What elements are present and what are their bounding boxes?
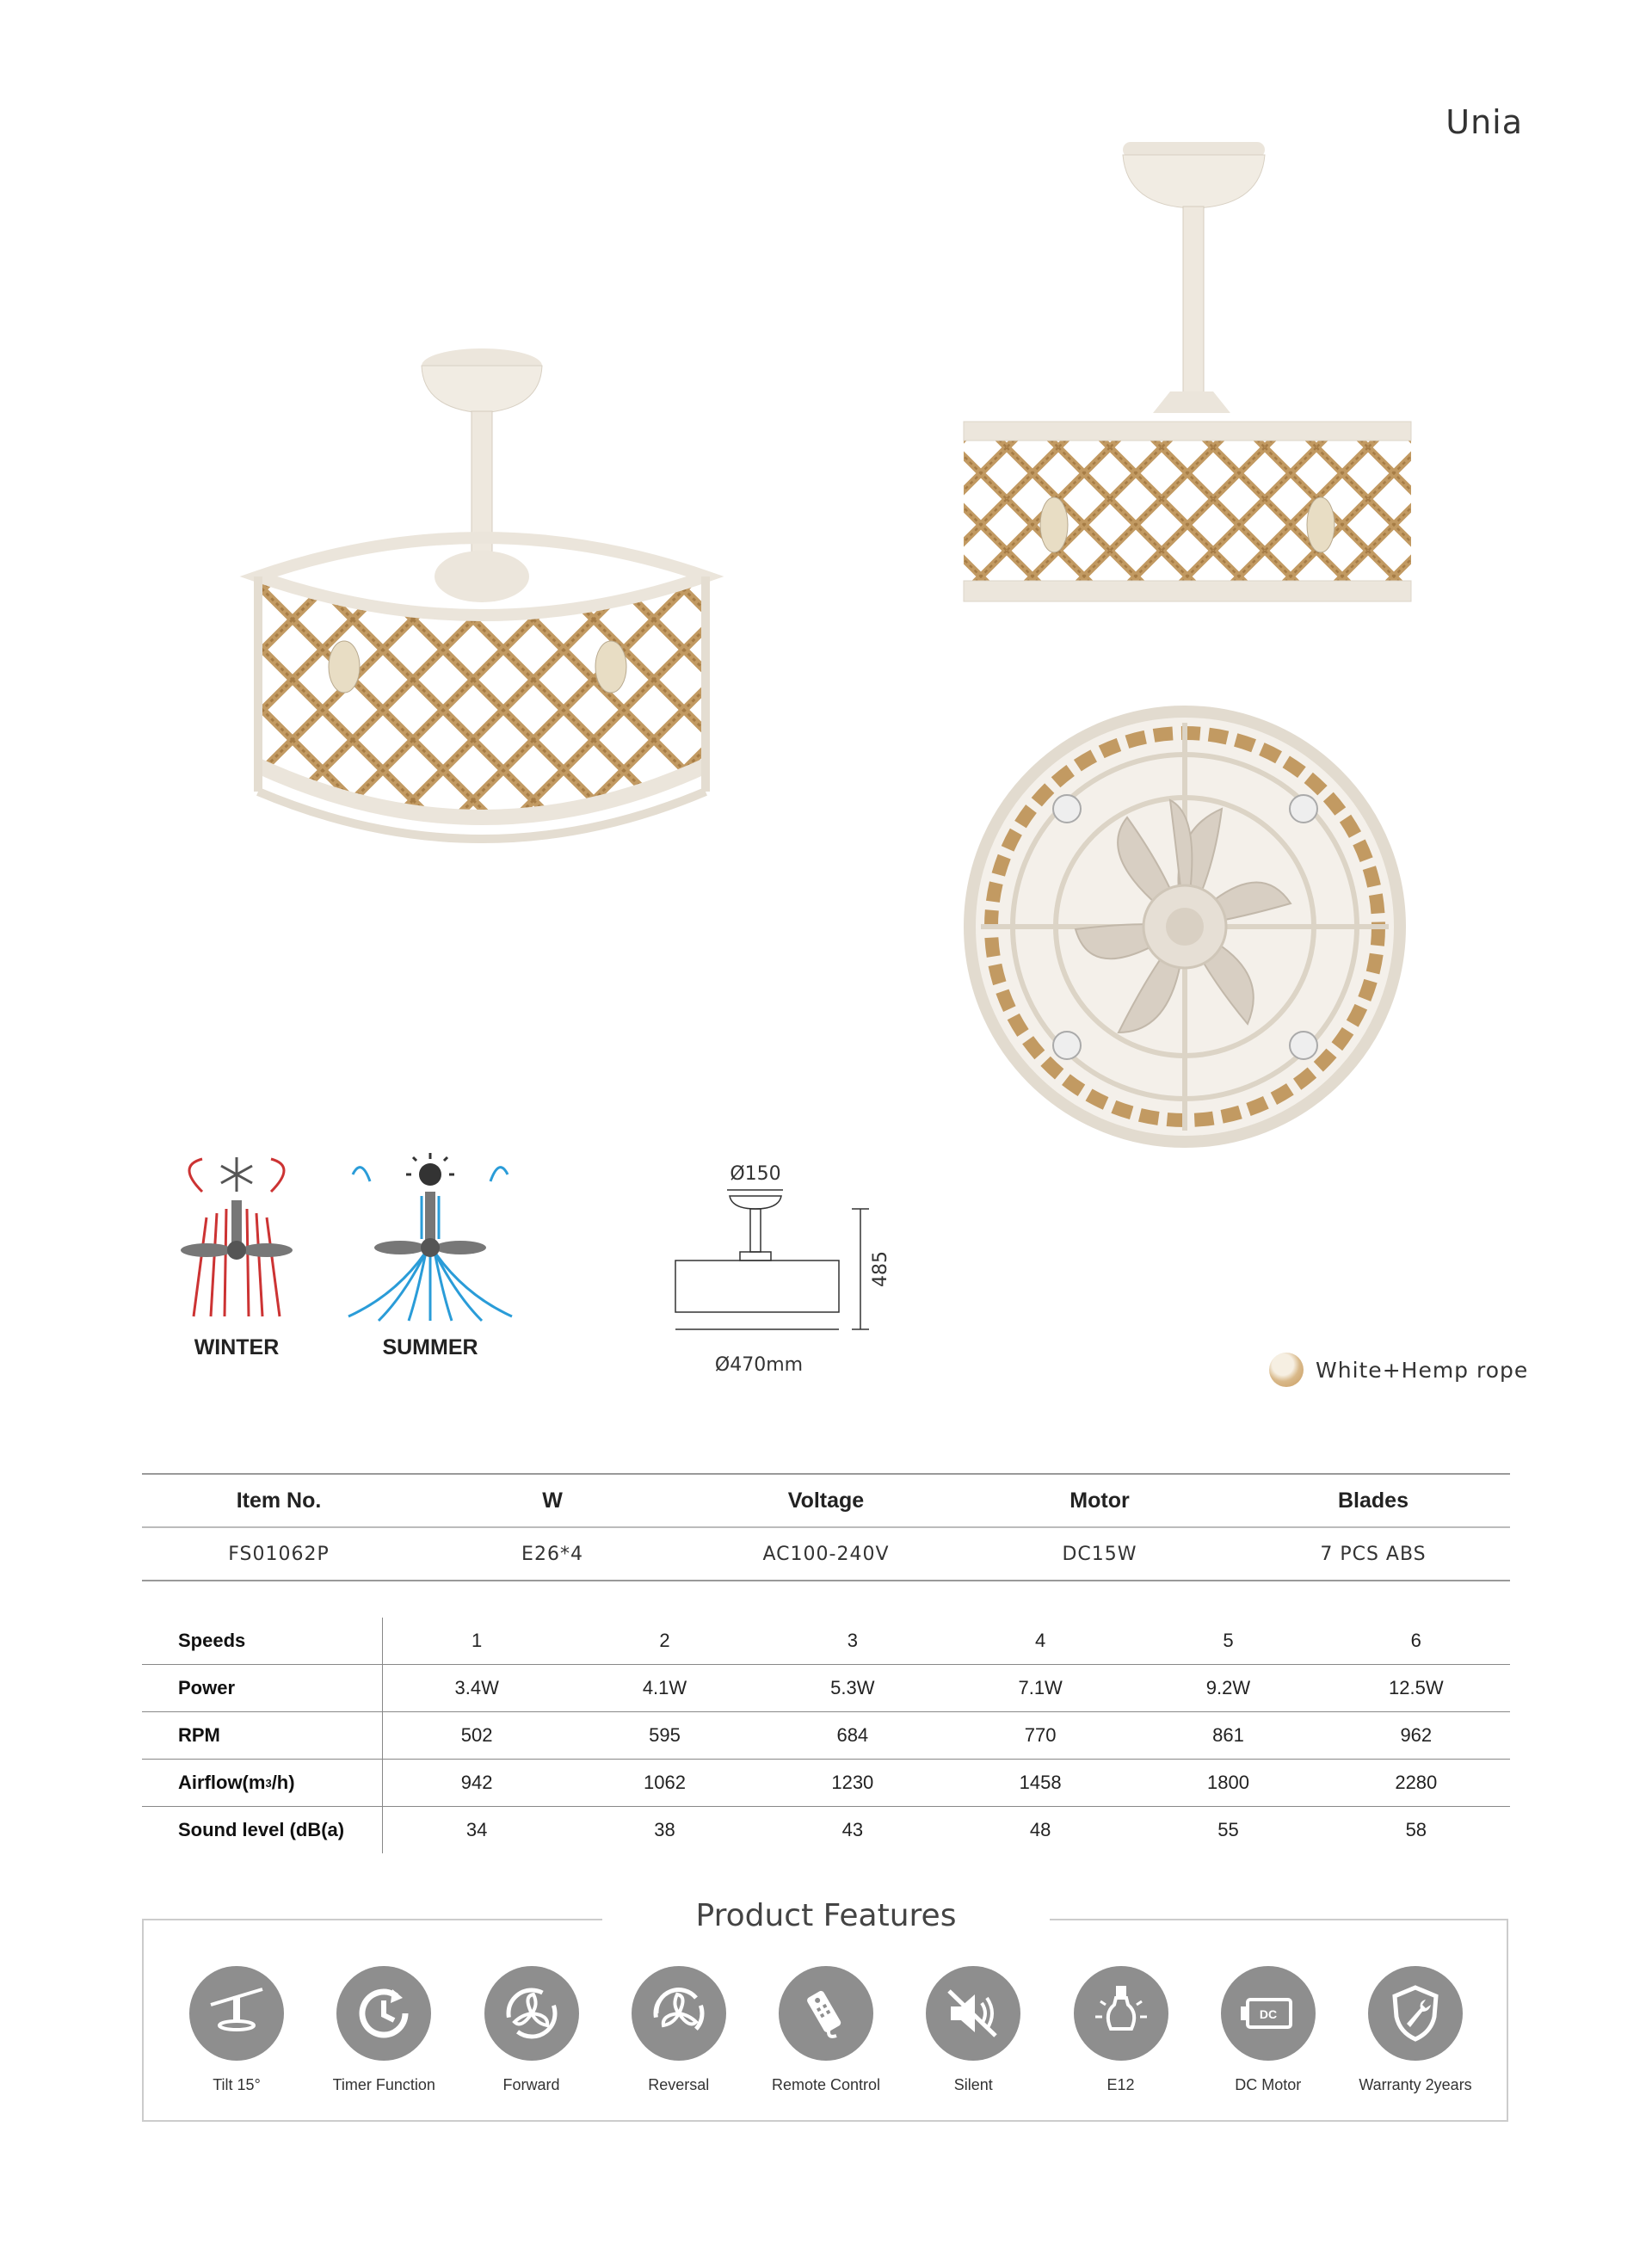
fan-bottom-view-image <box>964 706 1407 1149</box>
feature-item <box>753 1966 899 2094</box>
table-cell: 4 <box>1035 1630 1046 1651</box>
dimension-diagram <box>654 1157 895 1390</box>
header-motor: Motor <box>1069 1488 1130 1513</box>
header-blades: Blades <box>1338 1488 1409 1513</box>
bulb-icon <box>1074 1966 1168 2061</box>
height-label: 485 <box>870 1251 891 1287</box>
speed-performance-table <box>142 1618 1510 1853</box>
forward-icon <box>484 1966 579 2061</box>
table-cell: 502 <box>460 1724 493 1746</box>
canopy-diameter-label: Ø150 <box>730 1163 781 1185</box>
feature-label: Tilt 15° <box>213 2076 261 2093</box>
finish-swatch <box>1269 1353 1304 1387</box>
table-cell: 3.4W <box>454 1677 499 1698</box>
table-cell: 861 <box>1212 1724 1244 1746</box>
feature-label: DC Motor <box>1235 2076 1302 2093</box>
table-cell: 38 <box>654 1819 675 1840</box>
feature-label: Forward <box>502 2076 560 2093</box>
table-cell: 1062 <box>644 1772 686 1793</box>
table-cell: 5 <box>1223 1630 1234 1651</box>
row-label-text: Airflow(m <box>178 1772 266 1793</box>
table-cell: 1800 <box>1207 1772 1249 1793</box>
finish-option <box>1269 1351 1528 1389</box>
winter-label: WINTER <box>194 1335 280 1359</box>
feature-label: Warranty 2years <box>1359 2076 1472 2093</box>
feature-item <box>459 1966 605 2094</box>
remote-control-icon <box>779 1966 873 2061</box>
feature-item <box>1195 1966 1341 2094</box>
summer-label: SUMMER <box>382 1335 478 1359</box>
features-list <box>163 1966 1489 2094</box>
feature-item <box>311 1966 457 2094</box>
table-cell: 5.3W <box>830 1677 875 1698</box>
tilt-icon <box>189 1966 284 2061</box>
table-cell: 58 <box>1405 1819 1427 1840</box>
table-row-speeds <box>142 1618 1510 1665</box>
feature-label: Remote Control <box>771 2076 881 2093</box>
fan-side-view-image <box>955 138 1420 628</box>
table-cell: 12.5W <box>1389 1677 1444 1698</box>
table-cell: 962 <box>1400 1724 1433 1746</box>
product-title: Unia <box>1446 103 1523 141</box>
table-cell: 6 <box>1410 1630 1421 1651</box>
fan-angled-view-image <box>232 318 731 869</box>
table-cell: 55 <box>1217 1819 1239 1840</box>
table-cell: 1 <box>472 1630 483 1651</box>
summer-mode-icon <box>344 1149 516 1329</box>
feature-item <box>163 1966 310 2094</box>
table-row-sound-level <box>142 1807 1510 1853</box>
row-label <box>142 1760 383 1806</box>
feature-item <box>606 1966 752 2094</box>
table-row-airflow <box>142 1760 1510 1807</box>
table-cell: 48 <box>1029 1819 1051 1840</box>
table-cell: 4.1W <box>642 1677 687 1698</box>
warranty-icon <box>1368 1966 1463 2061</box>
feature-item <box>900 1966 1046 2094</box>
table-cell: 2 <box>659 1630 670 1651</box>
table-cell: 9.2W <box>1205 1677 1251 1698</box>
row-label: RPM <box>142 1712 383 1759</box>
table-cell: 942 <box>460 1772 493 1793</box>
finish-label: White+Hemp rope <box>1316 1357 1529 1383</box>
table-cell: 34 <box>465 1819 488 1840</box>
table-cell: 1230 <box>831 1772 874 1793</box>
product-spec-table <box>142 1473 1510 1581</box>
header-wattage: W <box>542 1488 563 1513</box>
silent-icon <box>926 1966 1020 2061</box>
winter-mode-icon <box>168 1149 305 1329</box>
header-voltage: Voltage <box>787 1488 865 1513</box>
features-title: Product Features <box>602 1898 1050 1933</box>
table-row-rpm <box>142 1712 1510 1760</box>
table-cell: 3 <box>847 1630 858 1651</box>
reversal-icon <box>632 1966 726 2061</box>
row-label: Power <box>142 1665 383 1711</box>
feature-item <box>1048 1966 1194 2094</box>
table-cell: 2280 <box>1395 1772 1438 1793</box>
value-item-no: FS01062P <box>228 1543 330 1565</box>
product-table-row <box>142 1528 1510 1581</box>
value-motor: DC15W <box>1062 1543 1137 1565</box>
row-label: Speeds <box>142 1618 383 1664</box>
row-label-suffix: /h) <box>271 1772 295 1793</box>
feature-label: Reversal <box>648 2076 710 2093</box>
value-wattage: E26*4 <box>521 1543 583 1565</box>
table-cell: 43 <box>841 1819 864 1840</box>
feature-label: E12 <box>1106 2076 1135 2093</box>
feature-item <box>1342 1966 1489 2094</box>
timer-icon <box>336 1966 431 2061</box>
product-table-header <box>142 1475 1510 1528</box>
table-cell: 595 <box>649 1724 681 1746</box>
header-item-no: Item No. <box>236 1488 322 1513</box>
row-label: Sound level (dB(a) <box>142 1807 383 1853</box>
dc-motor-icon-text: DC <box>1259 2007 1277 2021</box>
diameter-label: Ø470mm <box>714 1354 804 1376</box>
feature-label: Silent <box>953 2076 993 2093</box>
value-voltage: AC100-240V <box>762 1543 890 1565</box>
table-cell: 7.1W <box>1018 1677 1063 1698</box>
table-row-power <box>142 1665 1510 1712</box>
row-label-superscript: 3 <box>265 1776 272 1790</box>
value-blades: 7 PCS ABS <box>1320 1543 1427 1565</box>
feature-label: Timer Function <box>332 2076 435 2093</box>
table-cell: 770 <box>1024 1724 1057 1746</box>
dc-motor-icon <box>1221 1966 1316 2061</box>
table-cell: 684 <box>836 1724 869 1746</box>
table-cell: 1458 <box>1019 1772 1062 1793</box>
